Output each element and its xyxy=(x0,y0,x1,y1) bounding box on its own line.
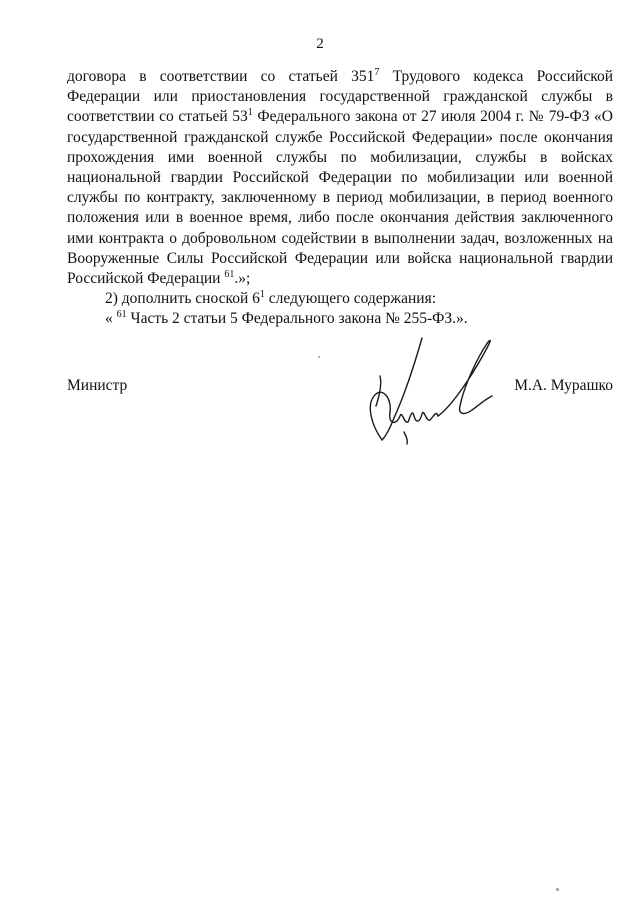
superscript-exponent: 1 xyxy=(121,309,127,321)
superscript xyxy=(224,269,234,280)
text-segment: Трудового кодекса Российской Федерации или приостановления государственной гражданской службы в соответствии со статьей 53 xyxy=(67,68,613,126)
text-segment: 2) дополнить сноской 6 xyxy=(105,290,260,308)
text-segment: Часть 2 статьи 5 Федерального закона № 255-ФЗ.». xyxy=(126,310,468,328)
superscript: 7 xyxy=(374,67,380,78)
page-number: 2 xyxy=(316,36,324,52)
signer-title: Министр xyxy=(67,377,128,394)
document-body xyxy=(67,67,613,330)
text-segment: « xyxy=(105,310,117,328)
text-segment: .»; xyxy=(234,270,251,288)
superscript-base: 6 xyxy=(224,269,230,281)
text-segment: Федерального закона от 27 июля 2004 г. № 79-ФЗ «О государственной гражданской службе Российской Федерации» после окончания прохождения ими военной службы по мобилизации, службы в войсках национальной гвардии Российской Федерации по мобилизации или военной службы по контракту, заключенному в период мобилизации, в период военного положения или в военное время, либо после окончания действия заключенного ими контракта о добровольном содействии в выполнении задач, возложенных на Вооруженные Силы Российской Федерации или войска национальной гвардии Российской Федерации xyxy=(67,108,613,288)
superscript: 1 xyxy=(247,107,253,119)
superscript: 1 xyxy=(259,289,265,301)
paragraph-footnote-text xyxy=(67,309,613,329)
scan-speck xyxy=(556,888,559,891)
scan-speck xyxy=(318,356,320,358)
superscript xyxy=(117,309,127,320)
text-segment: следующего содержания: xyxy=(264,290,437,308)
paragraph-item-2 xyxy=(67,289,613,309)
paragraph-continuation xyxy=(67,67,613,289)
signer-name: М.А. Мурашко xyxy=(514,377,613,394)
text-segment: договора в соответствии со статьей 351 xyxy=(67,68,375,85)
superscript-base: 6 xyxy=(116,309,122,321)
superscript-exponent: 1 xyxy=(229,269,235,281)
signature-block xyxy=(67,371,613,461)
handwritten-signature-icon xyxy=(352,336,512,446)
